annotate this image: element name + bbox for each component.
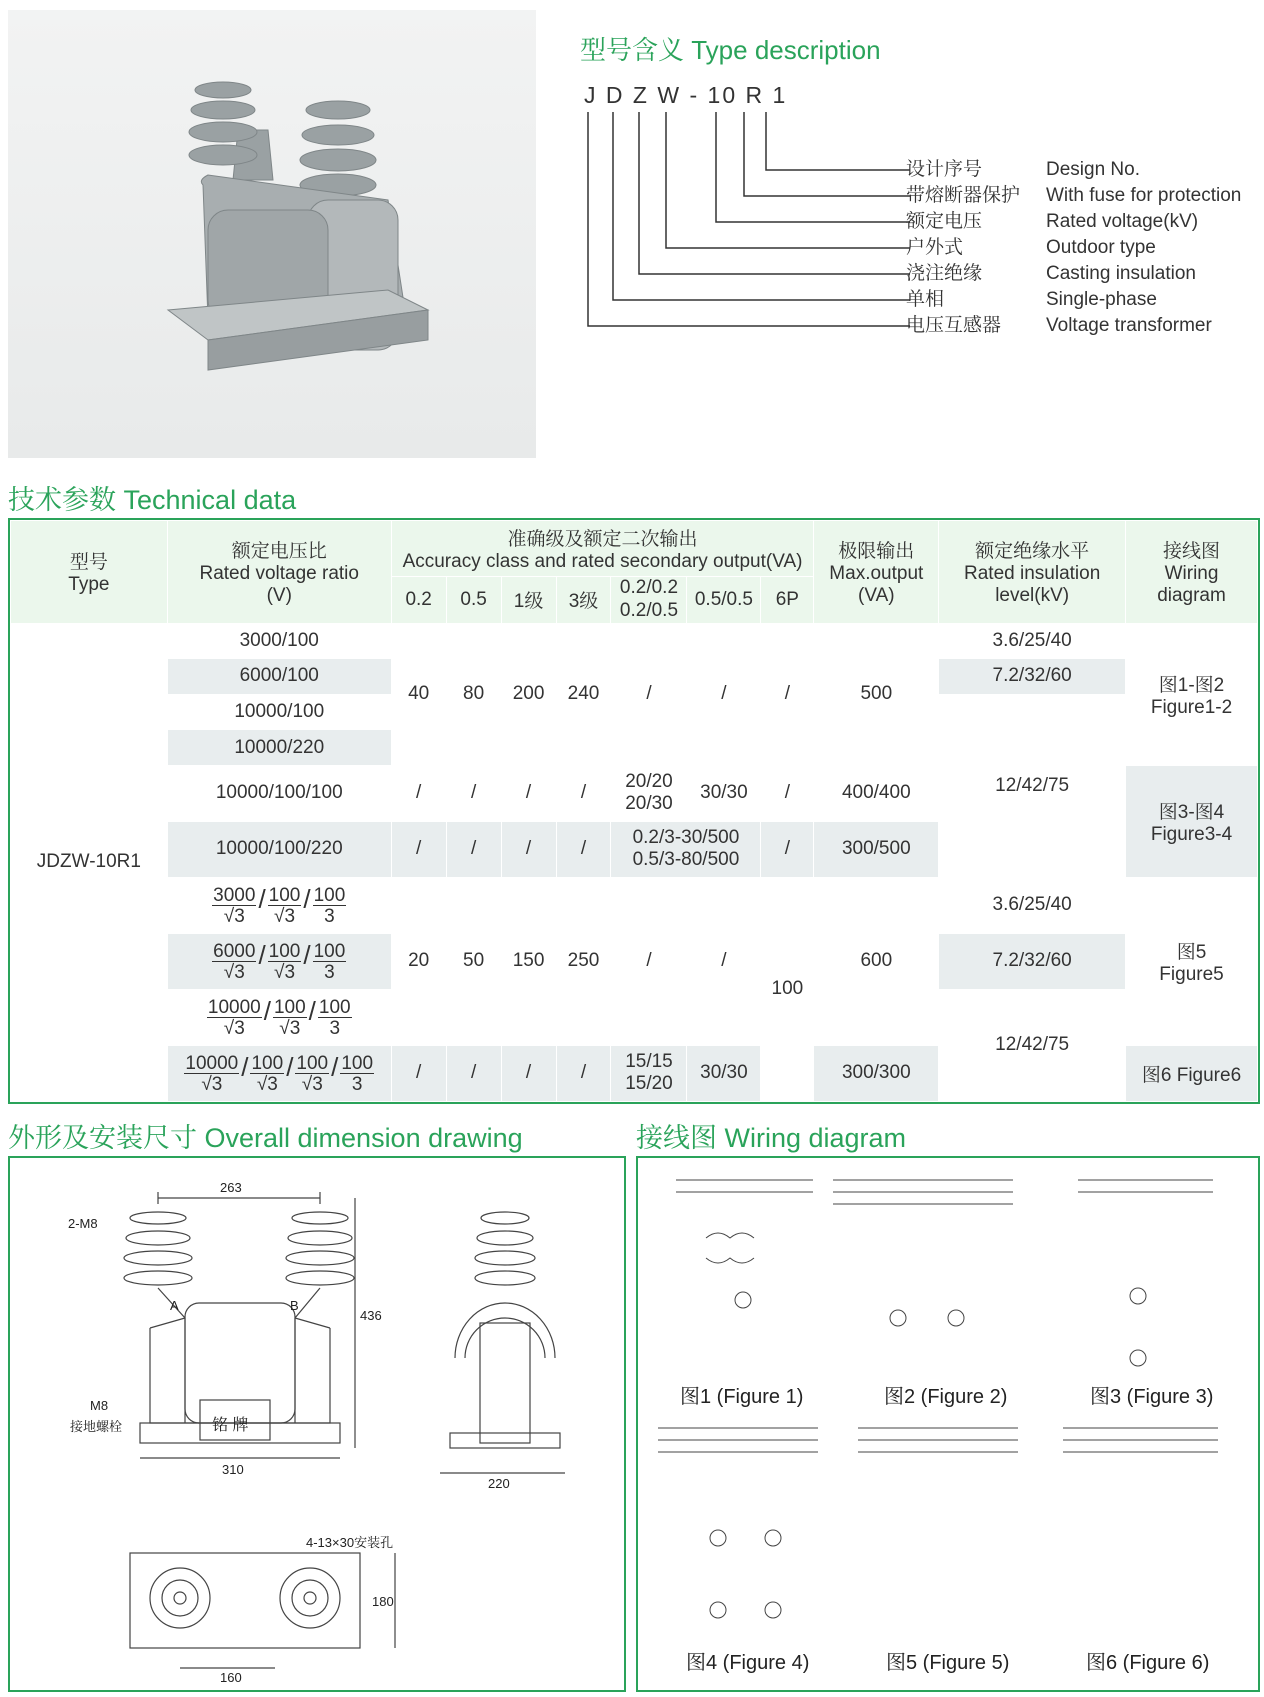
ratio-fraction-cell: 10000 √3 / 100 √3 / 100 3	[167, 989, 391, 1045]
acc-col: 6P	[761, 577, 814, 624]
max-output-cell: 400/400	[814, 765, 939, 821]
value-cell: 20/20 20/30	[611, 765, 687, 821]
dimension-drawing-panel	[8, 1156, 626, 1692]
code-char: R	[745, 82, 765, 108]
figure-caption: 图6 (Figure 6)	[1086, 1652, 1210, 1674]
code-char: -	[689, 82, 700, 108]
insulation-cell: 12/42/75	[939, 989, 1126, 1101]
max-output-cell: 500	[814, 623, 939, 765]
value-cell: /	[391, 1045, 446, 1101]
header-wiring: 接线图 Wiring diagram	[1126, 521, 1258, 624]
header-max-output: 极限输出 Max.output (VA)	[814, 521, 939, 624]
code-leader-lines	[580, 108, 920, 338]
model-cell: JDZW-10R1	[11, 623, 168, 1101]
dim-310: 310	[222, 1462, 244, 1477]
dim-160: 160	[220, 1670, 242, 1685]
desc-row: 浇注绝缘 Casting insulation	[906, 263, 1196, 284]
value-cell: /	[501, 821, 556, 877]
header-type: 型号 Type	[11, 521, 168, 624]
figure-caption: 图2 (Figure 2)	[884, 1386, 1008, 1408]
acc-col: 0.2/0.2 0.2/0.5	[611, 577, 687, 624]
wiring-diagram-panel	[636, 1156, 1260, 1692]
ratio-fraction-cell: 3000 √3 / 100 √3 / 100 3	[167, 877, 391, 933]
code-char: J	[584, 82, 598, 108]
ratio-cell: 10000/100/220	[167, 821, 391, 877]
type-description-title: 型号含义 Type description	[580, 35, 881, 65]
value-cell: /	[446, 821, 501, 877]
ratio-cell: 6000/100	[167, 659, 391, 695]
ratio-cell: 10000/100/100	[167, 765, 391, 821]
acc-col: 0.5/0.5	[687, 577, 761, 624]
ratio-cell: 3000/100	[167, 623, 391, 659]
header-accuracy: 准确级及额定二次输出 Accuracy class and rated secondary output(VA)	[391, 521, 814, 577]
value-cell: 100	[761, 877, 814, 1101]
desc-row: 单相 Single-phase	[906, 289, 1157, 310]
max-output-cell: 300/500	[814, 821, 939, 877]
code-char: W	[657, 82, 682, 108]
insulation-cell: 3.6/25/40	[939, 877, 1126, 933]
code-char: D	[605, 82, 625, 108]
dim-ground-bolt: 接地螺栓	[70, 1419, 123, 1434]
value-cell: 240	[556, 623, 611, 765]
value-cell: /	[501, 1045, 556, 1101]
max-output-cell: 600	[814, 877, 939, 1045]
acc-col: 0.5	[446, 577, 501, 624]
insulation-cell: 3.6/25/40	[939, 623, 1126, 659]
dim-220: 220	[488, 1476, 510, 1491]
wiring-diagrams-svg	[638, 1158, 1258, 1690]
figure-caption: 图5 (Figure 5)	[886, 1652, 1010, 1674]
header-insulation: 额定绝缘水平 Rated insulation level(kV)	[939, 521, 1126, 624]
code-char: 10	[707, 82, 738, 108]
acc-col: 0.2	[391, 577, 446, 624]
figure-caption: 图1 (Figure 1)	[680, 1386, 804, 1408]
figure-caption: 图4 (Figure 4)	[686, 1652, 810, 1674]
max-output-cell: 300/300	[814, 1045, 939, 1101]
insulation-cell: 7.2/32/60	[939, 933, 1126, 989]
dim-180: 180	[372, 1594, 394, 1609]
wiring-cell: 图1-图2 Figure1-2	[1126, 623, 1258, 765]
desc-row: 额定电压 Rated voltage(kV)	[906, 211, 1199, 232]
wiring-diagram-title: 接线图 Wiring diagram	[636, 1123, 907, 1153]
value-cell: /	[611, 623, 687, 765]
desc-row: 带熔断器保护 With fuse for protection	[906, 185, 1242, 206]
ratio-cell: 10000/100	[167, 694, 391, 730]
desc-row: 户外式 Outdoor type	[906, 237, 1156, 258]
value-cell: /	[446, 1045, 501, 1101]
desc-row: 设计序号 Design No.	[906, 159, 1140, 180]
acc-col: 3级	[556, 577, 611, 624]
value-cell: /	[687, 877, 761, 1045]
value-cell: 20	[391, 877, 446, 1045]
dim-a: A	[170, 1298, 179, 1313]
value-cell: /	[761, 765, 814, 821]
dim-436: 436	[360, 1308, 382, 1323]
value-cell: /	[611, 877, 687, 1045]
value-cell: /	[761, 821, 814, 877]
dimension-drawing-title: 外形及安装尺寸 Overall dimension drawing	[8, 1123, 523, 1153]
value-cell: /	[446, 765, 501, 821]
value-cell: /	[556, 1045, 611, 1101]
ratio-fraction-cell: 6000 √3 / 100 √3 / 100 3	[167, 933, 391, 989]
dim-2m8: 2-M8	[68, 1216, 98, 1231]
value-cell: /	[391, 765, 446, 821]
value-cell: /	[501, 765, 556, 821]
header-ratio: 额定电压比 Rated voltage ratio (V)	[167, 521, 391, 624]
dim-b: B	[290, 1298, 299, 1313]
wiring-cell: 图3-图4 Figure3-4	[1126, 765, 1258, 877]
technical-data-title: 技术参数 Technical data	[8, 485, 297, 515]
code-char: 1	[772, 82, 788, 108]
acc-col: 1级	[501, 577, 556, 624]
value-cell: 15/15 15/20	[611, 1045, 687, 1101]
value-cell: 0.2/3-30/500 0.5/3-80/500	[611, 821, 761, 877]
value-cell: /	[761, 623, 814, 765]
technical-data-table	[8, 518, 1260, 1104]
value-cell: 40	[391, 623, 446, 765]
value-cell: /	[556, 821, 611, 877]
value-cell: /	[687, 623, 761, 765]
value-cell: 150	[501, 877, 556, 1045]
value-cell: 30/30	[687, 1045, 761, 1101]
insulation-cell: 7.2/32/60	[939, 659, 1126, 695]
dim-holes: 4-13×30安装孔	[306, 1535, 394, 1550]
value-cell: /	[391, 821, 446, 877]
insulation-cell: 12/42/75	[939, 694, 1126, 877]
dim-nameplate: 铭 牌	[212, 1417, 249, 1434]
value-cell: /	[556, 765, 611, 821]
code-char: Z	[632, 82, 649, 108]
ratio-fraction-cell: 10000 √3 / 100 √3 / 100 √3 / 100 3	[167, 1045, 391, 1101]
wiring-cell: 图6 Figure6	[1126, 1045, 1258, 1101]
value-cell: 250	[556, 877, 611, 1045]
wiring-cell: 图5 Figure5	[1126, 877, 1258, 1045]
value-cell: 50	[446, 877, 501, 1045]
dim-m8: M8	[90, 1398, 109, 1413]
dim-263: 263	[220, 1180, 242, 1195]
value-cell: 30/30	[687, 765, 761, 821]
model-code	[584, 82, 787, 109]
ratio-cell: 10000/220	[167, 730, 391, 766]
value-cell: 80	[446, 623, 501, 765]
desc-row: 电压互感器 Voltage transformer	[906, 315, 1212, 336]
product-photo	[8, 10, 536, 458]
value-cell: 200	[501, 623, 556, 765]
figure-caption: 图3 (Figure 3)	[1090, 1386, 1214, 1408]
